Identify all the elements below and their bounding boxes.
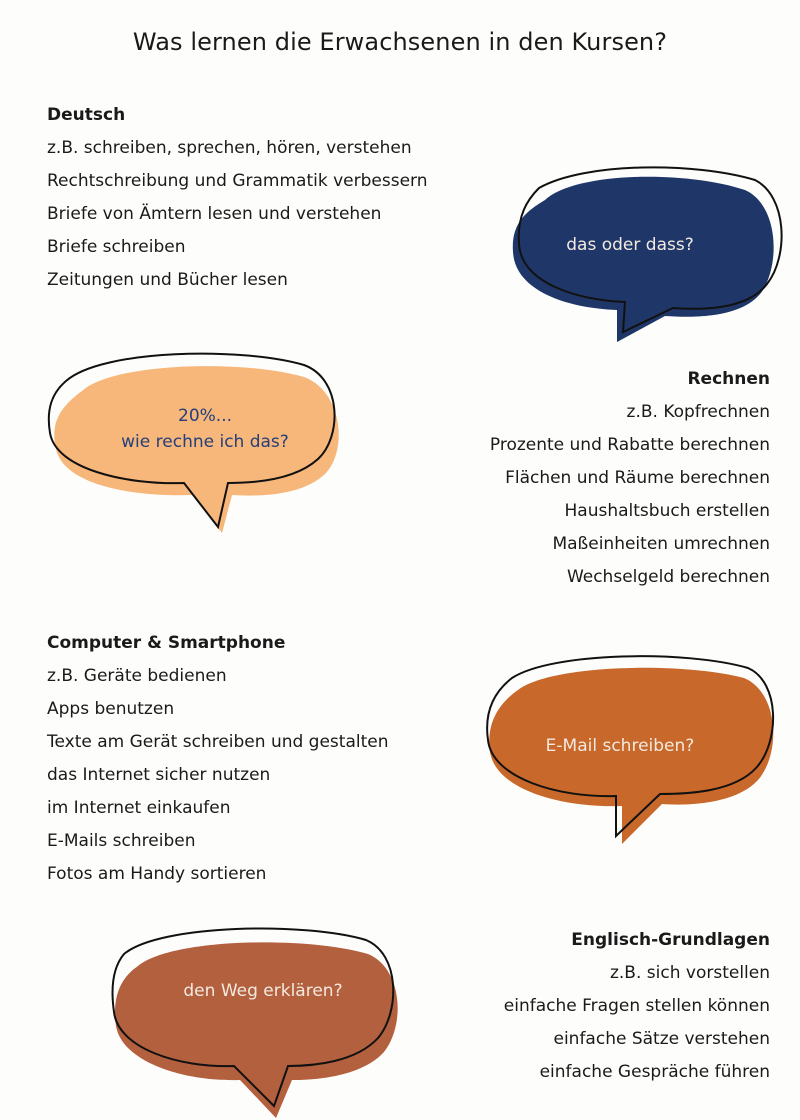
bubble-text-line: 20%...	[178, 406, 232, 426]
bubble-text-prozent	[100, 403, 310, 455]
list-item: Briefe schreiben	[47, 237, 186, 257]
list-item: Prozente und Rabatte berechnen	[489, 435, 770, 455]
list-item: Briefe von Ämtern lesen und verstehen	[47, 204, 382, 224]
list-deutsch	[47, 132, 428, 297]
section-englisch	[504, 924, 770, 1089]
list-item: Apps benutzen	[47, 699, 175, 719]
list-item: Maßeinheiten umrechnen	[552, 534, 770, 554]
list-item: Texte am Gerät schreiben und gestalten	[47, 732, 389, 752]
section-heading-englisch: Englisch-Grundlagen	[571, 930, 770, 950]
list-item: Rechtschreibung und Grammatik verbessern	[47, 171, 428, 191]
list-item: im Internet einkaufen	[47, 798, 231, 818]
section-deutsch	[47, 99, 428, 297]
list-item: z.B. sich vorstellen	[609, 963, 770, 983]
list-item: Flächen und Räume berechnen	[505, 468, 770, 488]
bubble-text-email: E-Mail schreiben?	[545, 736, 695, 756]
list-item: einfache Fragen stellen können	[503, 996, 770, 1016]
list-item: Wechselgeld berechnen	[566, 567, 770, 587]
list-item: einfache Sätze verstehen	[553, 1029, 770, 1049]
section-heading-computer: Computer & Smartphone	[47, 633, 286, 653]
list-item: z.B. Geräte bedienen	[47, 666, 227, 686]
bubble-text-dass: das oder dass?	[566, 235, 694, 255]
section-heading-deutsch: Deutsch	[47, 105, 126, 125]
list-rechnen	[490, 396, 770, 594]
section-rechnen	[490, 363, 770, 594]
list-item: Fotos am Handy sortieren	[47, 864, 267, 884]
list-item: Zeitungen und Bücher lesen	[47, 270, 288, 290]
speech-bubble-weg	[108, 920, 408, 1120]
list-item: E-Mails schreiben	[47, 831, 196, 851]
list-item: Haushaltsbuch erstellen	[564, 501, 770, 521]
section-computer	[47, 627, 389, 891]
bubble-fill	[513, 177, 774, 342]
list-item: z.B. Kopfrechnen	[626, 402, 770, 422]
list-computer	[47, 660, 389, 891]
page-title: Was lernen die Erwachsenen in den Kursen?	[132, 28, 668, 56]
list-item: das Internet sicher nutzen	[47, 765, 271, 785]
section-heading-rechnen: Rechnen	[687, 369, 770, 389]
bubble-text-line: wie rechne ich das?	[121, 432, 289, 452]
bubble-text-weg: den Weg erklären?	[183, 981, 343, 1001]
bubble-fill	[115, 942, 398, 1118]
speech-bubble-dass	[505, 160, 785, 360]
list-englisch	[504, 957, 770, 1089]
list-item: z.B. schreiben, sprechen, hören, verstehen	[47, 138, 412, 158]
list-item: einfache Gespräche führen	[539, 1062, 770, 1082]
